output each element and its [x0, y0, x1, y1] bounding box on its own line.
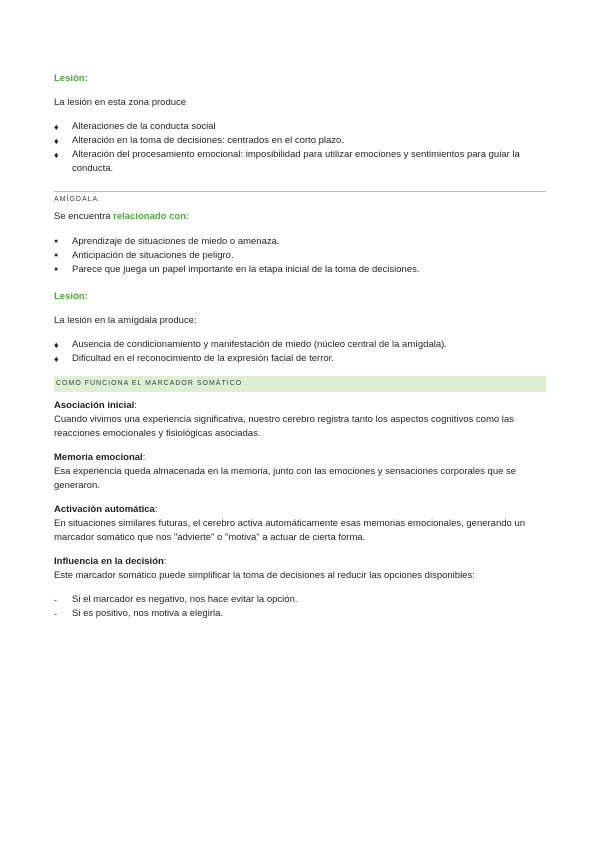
diamond-bullet-icon: ♦ — [54, 340, 59, 350]
step-body: Este marcador somático puede simplificar la toma de decisiones al reducir las opciones disponibles: — [54, 570, 475, 581]
list-item: ♦ Ausencia de condicionamiento y manifestación de miedo (núcleo central de la amígdala). — [54, 339, 447, 350]
step-block: Activación automática: En situaciones similares futuras, el cerebro activa automáticamente esas memorias emocionales, generando un marcador somático que nos "advierte" o "motiva" a actuar de cierta forma. — [54, 503, 546, 545]
marcador-steps — [54, 399, 546, 621]
list-item: ♦ Alteración en la toma de decisiones: centrados en el corto plazo. — [54, 135, 344, 146]
lesion-amigdala-intro: La lesión en la amígdala produce: — [54, 315, 197, 326]
dash-bullet-icon: - — [54, 595, 57, 605]
amigdala-intro: Se encuentra relacionado con: — [54, 211, 190, 222]
diamond-bullet-icon: ♦ — [54, 354, 59, 364]
list-item: ♦ Alteraciones de la conducta social — [54, 121, 216, 132]
step-block: Memoria emocional: Esa experiencia queda almacenada en la memoria, junto con las emociones y sensaciones corporales que se generaron. — [54, 451, 546, 493]
dot-bullet-icon: ● — [54, 266, 59, 273]
step-heading: Activación automática — [54, 504, 155, 515]
list-item: ● Anticipación de situaciones de peligro. — [54, 250, 234, 261]
step-body: En situaciones similares futuras, el cerebro activa automáticamente esas memorias emocionales, generando un marcador somático que nos "advierte" o "motiva" a actuar de cierta forma. — [54, 518, 526, 543]
diamond-bullet-icon: ♦ — [54, 136, 59, 146]
marcador-title: COMO FUNCIONA EL MARCADOR SOMÁTICO — [56, 380, 243, 387]
step-body: Esa experiencia queda almacenada en la memoria, junto con las emociones y sensaciones corporales que se generaron. — [54, 466, 517, 491]
list-item: ● Aprendizaje de situaciones de miedo o amenaza. — [54, 236, 280, 247]
decision-options-list — [54, 593, 546, 621]
step-block: Asociación inicial: Cuando vivimos una experiencia significativa, nuestro cerebro registra tanto los aspectos cognitivos como las reacciones emocionales y fisiológicas asociadas. — [54, 399, 546, 441]
lesion-list — [54, 120, 544, 176]
list-item: ♦ Dificultad en el reconocimiento de la expresión facial de terror. — [54, 353, 334, 364]
step-heading: Asociación inicial — [54, 400, 135, 411]
step-body: Cuando vivimos una experiencia significativa, nuestro cerebro registra tanto los aspectos cognitivos como las reacciones emocionales y fisiológicas asociadas. — [54, 414, 514, 439]
step-heading: Influencia en la decisión — [54, 556, 164, 567]
list-item: ● Parece que juega un papel importante en la etapa inicial de la toma de decisiones. — [54, 264, 420, 275]
diamond-bullet-icon: ♦ — [54, 122, 59, 132]
list-item: - Si es positivo, nos motiva a elegirla. — [54, 608, 224, 619]
lesion-intro: La lesión en esta zona produce — [54, 97, 187, 108]
amigdala-list — [54, 235, 544, 277]
step-heading: Memoria emocional — [54, 452, 143, 463]
amigdala-title: AMÍGDALA. — [54, 196, 102, 203]
dot-bullet-icon: ● — [54, 252, 59, 259]
lesion-amigdala-heading: Lesión: — [54, 291, 88, 302]
lesion-heading: Lesión: — [54, 73, 88, 84]
diamond-bullet-icon: ♦ — [54, 150, 59, 160]
amigdala-highlight: relacionado con: — [113, 211, 190, 222]
list-item: - Si el marcador es negativo, nos hace evitar la opción. — [54, 594, 298, 605]
dash-bullet-icon: - — [54, 609, 57, 619]
lesion-amigdala-list — [54, 338, 544, 366]
step-block: Influencia en la decisión: Este marcador somático puede simplificar la toma de decisiones al reducir las opciones disponibles: — [54, 555, 546, 583]
marcador-section-band — [54, 376, 546, 392]
list-item: ♦ Alteración del procesamiento emocional: imposibilidad para utilizar emociones y sentimientos para guiar la conducta. — [54, 149, 520, 174]
section-divider — [54, 191, 546, 192]
dot-bullet-icon: ● — [54, 238, 59, 245]
